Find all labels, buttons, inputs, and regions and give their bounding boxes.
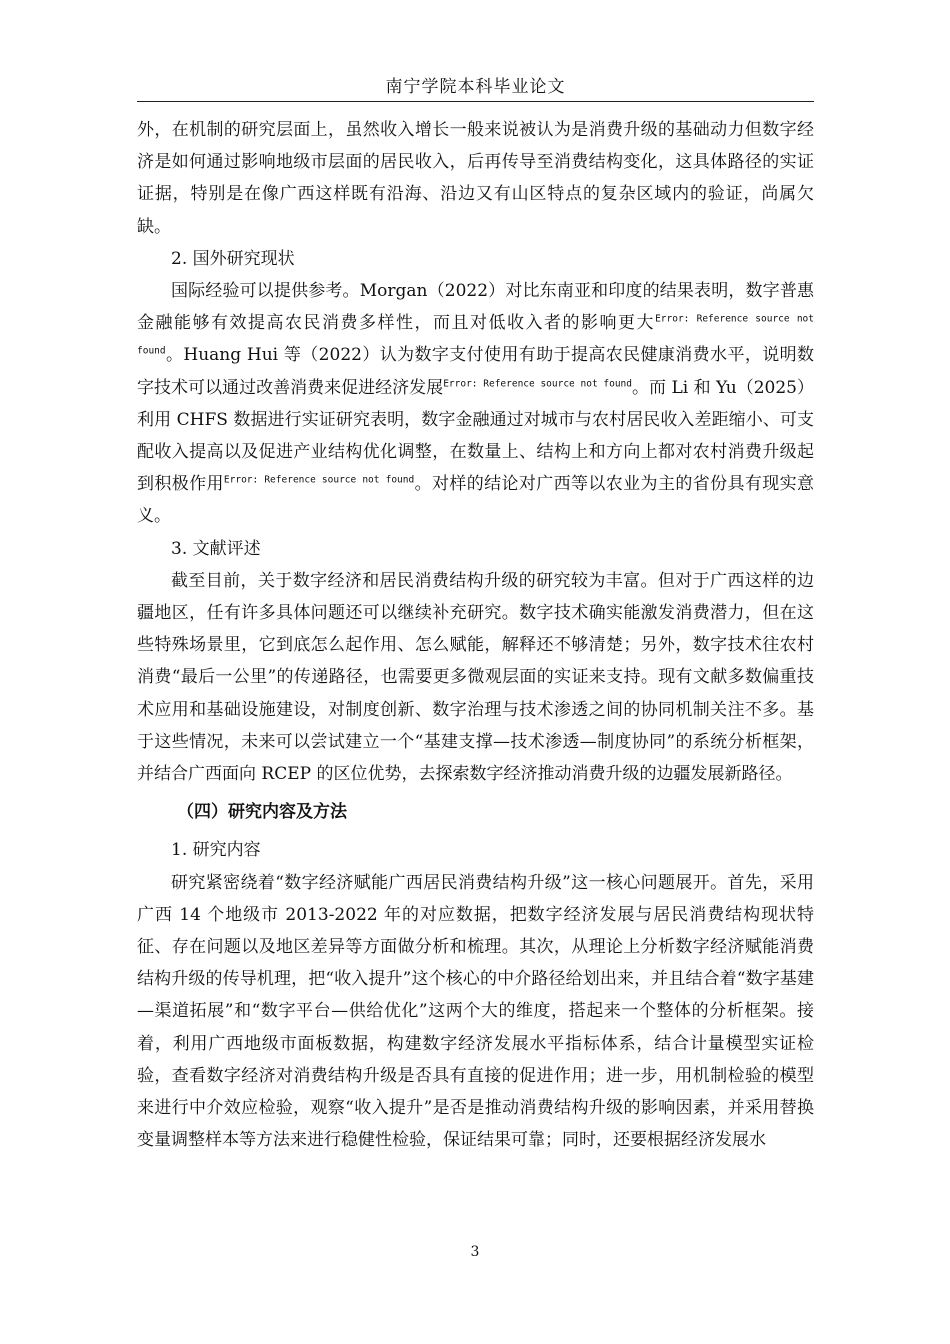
citation-error-1: Error: Reference source not found xyxy=(137,313,814,357)
foreign-text-2: 。Huang Hui 等（2022）认为数字支付使用有助于提高农民健康消费水平，说明数字技术可以通过改善消费来促进经济发展 xyxy=(137,345,814,398)
header-rule xyxy=(137,101,814,102)
paragraph-research-content: 研究紧密绕着“数字经济赋能广西居民消费结构升级”这一核心问题展开。首先，采用广西 14 个地级市 2013-2022 年的对应数据，把数字经济发展与居民消费结构现状特征、存在问题以及地区差异等方面做分析和梳理。其次，从理论上分析数字经济赋能消费结构升级的传导机理，把“收入提升”这个核心的中介路径给划出来，并且结合着“数字基建—渠道拓展”和“数字平台—供给优化”这两个大的维度，搭起来一个整体的分析框架。接着，利用广西地级市面板数据，构建数字经济发展水平指标体系，结合计量模型实证检验，查看数字经济对消费结构升级是否具有直接的促进作用；进一步，用机制检验的模型来进行中介效应检验，观察“收入提升”是否是推动消费结构升级的影响因素，并采用替换变量调整样本等方法来进行稳健性检验，保证结果可靠；同时，还要根据经济发展水 xyxy=(137,872,814,1151)
page-body xyxy=(137,114,814,1157)
page-number: 3 xyxy=(470,1244,480,1260)
heading-foreign-research: 2. 国外研究现状 xyxy=(171,248,295,269)
paragraph-literature-review: 截至目前，关于数字经济和居民消费结构升级的研究较为丰富。但对于广西这样的边疆地区，任有许多具体问题还可以继续补充研究。数字技术确实能激发消费潜力，但在这些特殊场景里，它到底怎么起作用、怎么赋能，解释还不够清楚；另外，数字技术往农村消费“最后一公里”的传递路径，也需要更多微观层面的实证来支持。现有文献多数偏重技术应用和基础设施建设，对制度创新、数字治理与技术渗透之间的协同机制关注不多。基于这些情况，未来可以尝试建立一个“基建支撑—技术渗透—制度协同”的系统分析框架，并结合广西面向 RCEP 的区位优势，去探索数字经济推动消费升级的边疆发展新路径。 xyxy=(137,570,814,785)
foreign-text-1: 国际经验可以提供参考。Morgan（2022）对比东南亚和印度的结果表明，数字普惠金融能够有效提高农民消费多样性，而且对低收入者的影响更大 xyxy=(137,281,814,334)
citation-error-2: Error: Reference source not found xyxy=(443,377,632,389)
citation-error-3: Error: Reference source not found xyxy=(223,474,415,486)
paragraph-mechanism-gap: 外，在机制的研究层面上，虽然收入增长一般来说被认为是消费升级的基础动力但数字经济是如何通过影响地级市层面的居民收入，后再传导至消费结构变化，这具体路径的实证证据，特别是在像广西这样既有沿海、沿边又有山区特点的复杂区域内的验证，尚属欠缺。 xyxy=(137,120,814,237)
foreign-text-3: 。而 Li 和 Yu（2025）利用 CHFS 数据进行实证研究表明，数字金融通过对城市与农村居民收入差距缩小、可支配收入提高以及促进产业结构优化调整，在数量上、结构上和方向上都对农村消费升级起到积极作用 xyxy=(137,377,815,495)
heading-research-content: 1. 研究内容 xyxy=(171,840,261,861)
foreign-text-4: 。对样的结论对广西等以农业为主的省份具有现实意义。 xyxy=(137,474,815,527)
heading-literature-review: 3. 文献评述 xyxy=(171,538,261,559)
paragraph-foreign-research xyxy=(137,275,814,533)
section-heading-content-methods: （四）研究内容及方法 xyxy=(177,802,347,823)
running-header: 南宁学院本科毕业论文 xyxy=(385,77,566,97)
